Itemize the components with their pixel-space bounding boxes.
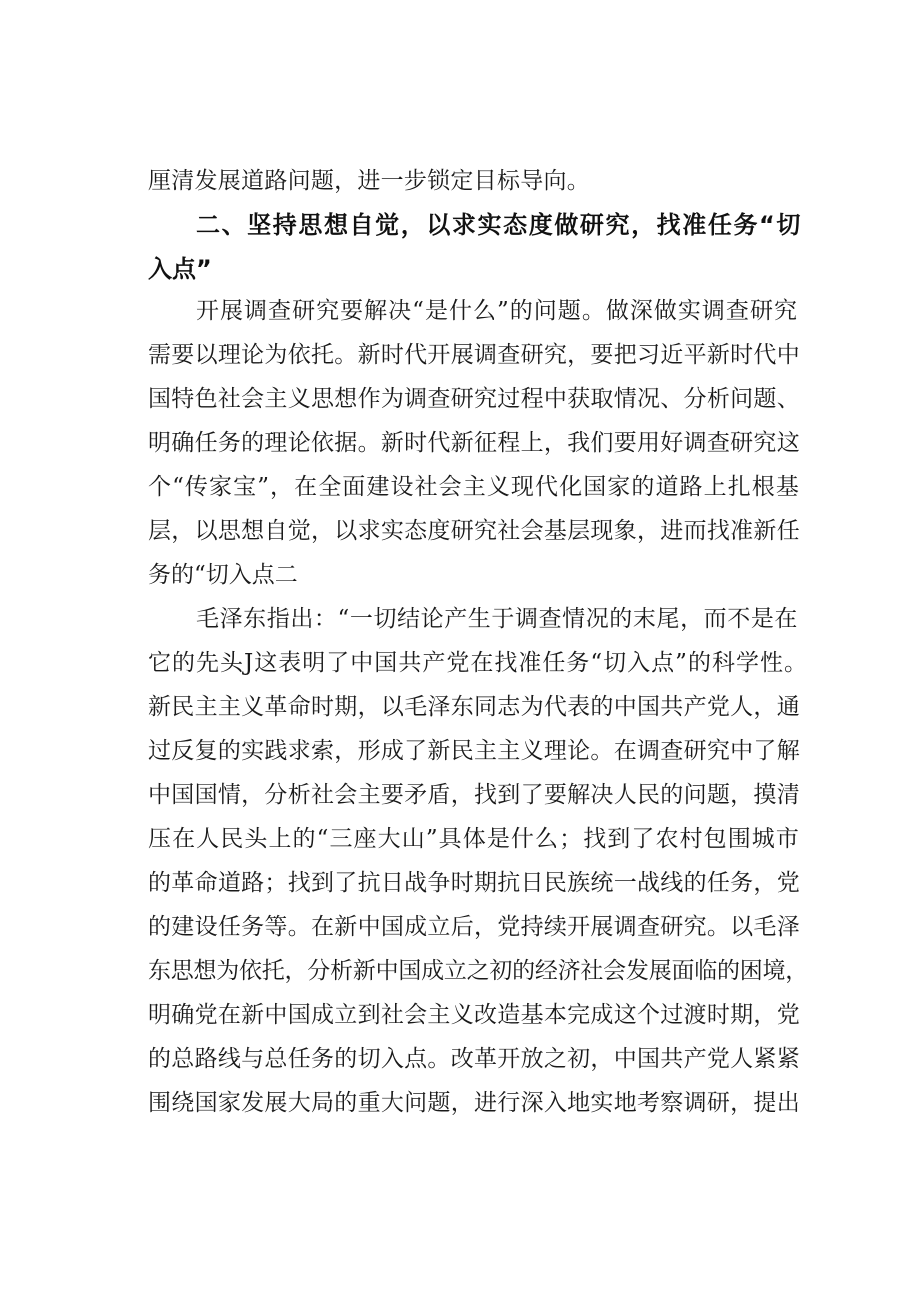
paragraph-line: 东思想为依托，分析新中国成立之初的经济社会发展面临的困境， — [148, 958, 808, 984]
section-heading-continued: 入点” — [148, 255, 212, 283]
paragraph-line: 围绕国家发展大局的重大问题，进行深入地实地考察调研，提出 — [148, 1090, 800, 1116]
paragraph-line: 的建设任务等。在新中国成立后，党持续开展调查研究。以毛泽 — [148, 914, 800, 940]
paragraph-line: 务的“切入点二 — [148, 562, 298, 588]
paragraph-line: 开展调查研究要解决“是什么”的问题。做深做实调查研究 — [196, 298, 798, 324]
paragraph-line: 明确党在新中国成立到社会主义改造基本完成这个过渡时期，党 — [148, 1002, 800, 1028]
paragraph-line: 国特色社会主义思想作为调查研究过程中获取情况、分析问题、 — [148, 386, 800, 412]
paragraph-line: 过反复的实践求索，形成了新民主主义理论。在调查研究中了解 — [148, 738, 800, 764]
paragraph-line: 个“传家宝”，在全面建设社会主义现代化国家的道路上扎根基 — [148, 474, 800, 500]
paragraph-line: 压在人民头上的“三座大山”具体是什么；找到了农村包围城市 — [148, 826, 800, 852]
paragraph-line: 毛泽东指出：“一切结论产生于调查情况的末尾，而不是在 — [196, 606, 798, 632]
paragraph-line: 需要以理论为依托。新时代开展调查研究，要把习近平新时代中 — [148, 342, 800, 368]
paragraph-line: 的革命道路；找到了抗日战争时期抗日民族统一战线的任务，党 — [148, 870, 800, 896]
paragraph-line: 明确任务的理论依据。新时代新征程上，我们要用好调查研究这 — [148, 430, 800, 456]
paragraph-line: 层，以思想自觉，以求实态度研究社会基层现象，进而找准新任 — [148, 518, 800, 544]
paragraph-line: 厘清发展道路问题，进一步锁定目标导向。 — [148, 168, 590, 194]
paragraph-line: 它的先头J这表明了中国共产党在找准任务“切入点”的科学性。 — [148, 650, 808, 676]
paragraph-line: 新民主主义革命时期，以毛泽东同志为代表的中国共产党人，通 — [148, 694, 800, 720]
paragraph-line: 的总路线与总任务的切入点。改革开放之初，中国共产党人紧紧 — [148, 1046, 800, 1072]
paragraph-line: 中国国情，分析社会主要矛盾，找到了要解决人民的问题，摸清 — [148, 782, 800, 808]
section-heading: 二、坚持思想自觉，以求实态度做研究，找准任务“切 — [196, 211, 802, 239]
